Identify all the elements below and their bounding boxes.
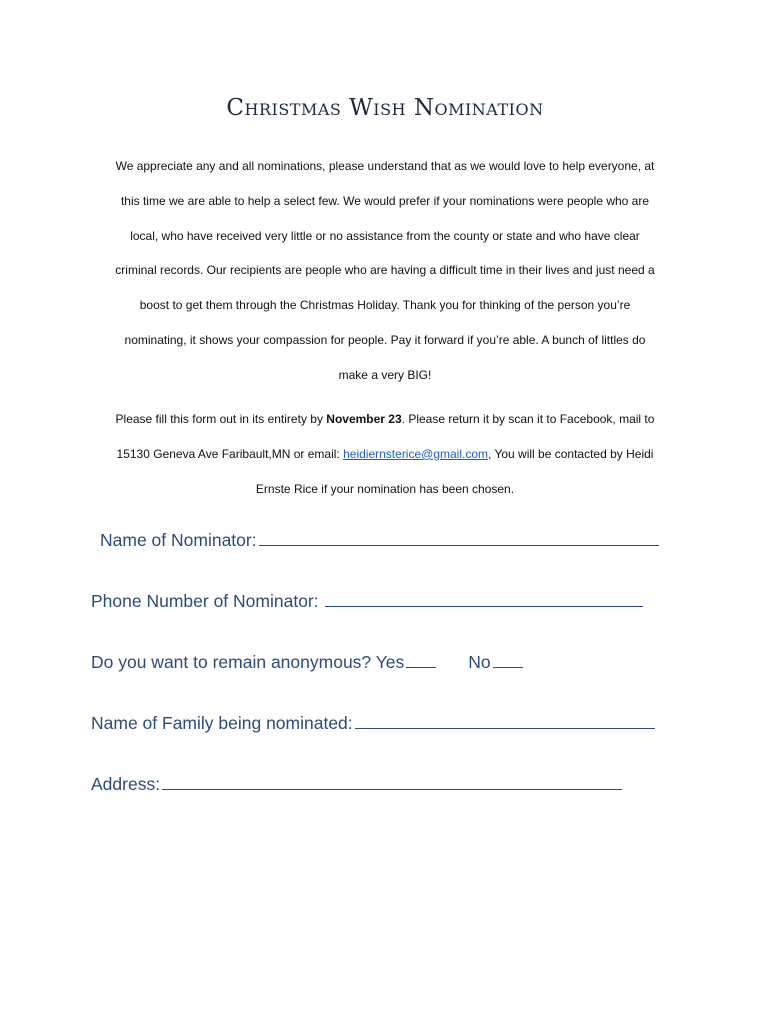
instructions-line: Ernste Rice if your nomination has been chosen. [255,481,515,496]
address-blank[interactable] [162,772,622,790]
family-name-label: Name of Family being nominated: [91,713,353,733]
family-name-blank[interactable] [355,711,655,729]
anonymous-label: Do you want to remain anonymous? Yes [91,652,405,672]
intro-line: this time we are able to help a select few. We would prefer if your nominations were people who are [120,193,650,208]
intro-line: local, who have received very little or no assistance from the county or state and who have clear [130,228,640,243]
anonymous-no-blank[interactable] [493,650,523,668]
address-label: Address: [91,774,161,794]
instructions-line [84,437,686,472]
nominator-name-blank[interactable] [259,528,659,546]
nominator-name-field [100,528,659,552]
email-link[interactable]: heidiernsterice@gmail.com [343,446,489,461]
intro-line: criminal records. Our recipients are people who are having a difficult time in their lives and just need a [115,263,655,278]
nominator-phone-label: Phone Number of Nominator: [91,591,324,611]
page-title: Christmas Wish Nomination [226,95,544,121]
anonymous-yes-blank[interactable] [406,650,436,668]
anonymous-no-label: No [468,652,491,672]
instructions-line [84,402,686,437]
intro-line: We appreciate any and all nominations, please understand that as we would love to help everyone, at [115,159,655,173]
mailing-address: 15130 Geneva Ave Faribault,MN or email: [116,446,344,461]
intro-line: boost to get them through the Christmas Holiday. Thank you for thinking of the person you’re [139,298,631,313]
intro-line: make a very BIG! [338,367,432,382]
instructions-paragraph [84,402,686,506]
deadline-date: November 23 [326,412,402,426]
instructions-text: , You will be contacted by Heidi [488,446,654,461]
nominator-name-label: Name of Nominator: [100,530,257,550]
nominator-phone-blank[interactable] [325,589,643,607]
family-name-field [91,711,655,735]
intro-paragraph [84,149,686,393]
anonymous-field [91,650,523,674]
instructions-text: Please fill this form out in its entirety by [115,412,327,426]
nominator-phone-field [91,589,643,613]
address-field [91,772,622,796]
instructions-text: . Please return it by scan it to Facebook, mail to [401,412,655,426]
intro-line: nominating, it shows your compassion for people. Pay it forward if you’re able. A bunch of littles do [124,332,646,347]
